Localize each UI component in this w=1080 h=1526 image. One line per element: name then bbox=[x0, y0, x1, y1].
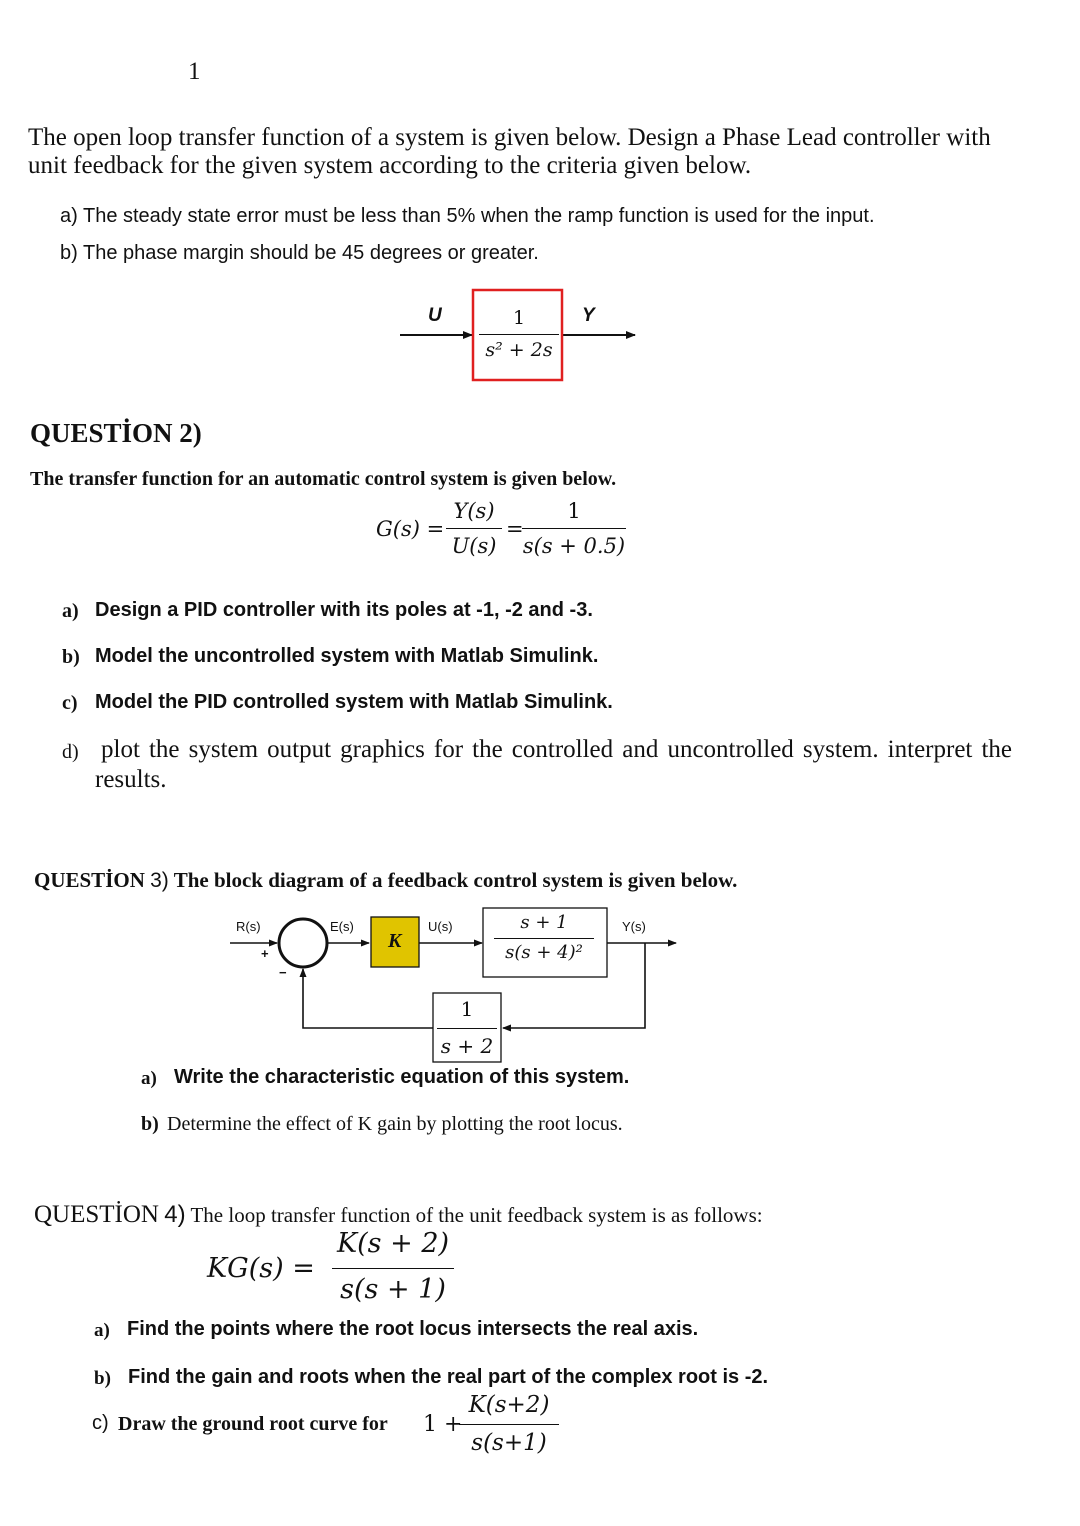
q4-item-c-num: K(s+2) bbox=[468, 1392, 550, 1418]
q1-plant-fraction bbox=[479, 306, 559, 362]
q1-intro-line1: The open loop transfer function of a system is given below. Design a Phase Lead controller with bbox=[28, 124, 991, 151]
q2-intro: The transfer function for an automatic control system is given below. bbox=[30, 468, 617, 490]
q1-intro-line2: unit feedback for the given system according to the criteria given below. bbox=[28, 152, 752, 179]
q3-item-b-text: Determine the effect of K gain by plotting the root locus. bbox=[167, 1113, 623, 1135]
q3-y-label: Y(s) bbox=[622, 919, 646, 934]
q3-item-a-text: Write the characteristic equation of this system. bbox=[174, 1066, 630, 1088]
q4-item-c-text: Draw the ground root curve for bbox=[118, 1413, 388, 1435]
q4-item-b-text: Find the gain and roots when the real part of the complex root is -2. bbox=[128, 1366, 769, 1388]
q4-heading-part2: The loop transfer function of the unit feedback system is as follows: bbox=[190, 1203, 763, 1227]
q3-feedback-denominator: s + 2 bbox=[440, 1034, 494, 1058]
q2-item-a-text: Design a PID controller with its poles at -1, -2 and -3. bbox=[95, 599, 593, 621]
q4-item-c-marker: c) bbox=[92, 1412, 109, 1434]
q2-eq-frac2-den: s(s + 0.5) bbox=[522, 534, 626, 558]
q1-plant-numerator: 1 bbox=[512, 307, 526, 329]
q1-input-label: U bbox=[428, 305, 442, 326]
q4-item-c-prefix: 1 + bbox=[423, 1412, 463, 1437]
q3-feedback-numerator: 1 bbox=[460, 997, 474, 1021]
q2-eq-frac2 bbox=[522, 498, 626, 559]
q1-output-label: Y bbox=[582, 305, 595, 326]
q3-plant-numerator: s + 1 bbox=[520, 912, 568, 933]
q4-heading-num: 4) bbox=[164, 1201, 186, 1228]
q2-eq-equals: = bbox=[506, 517, 524, 541]
q2-heading: QUESTİON 2) bbox=[30, 418, 202, 448]
q2-eq-frac1-den: U(s) bbox=[451, 534, 497, 558]
q2-item-c-text: Model the PID controlled system with Matlab Simulink. bbox=[95, 691, 613, 713]
q3-heading bbox=[34, 868, 737, 893]
q2-item-d-line1: plot the system output graphics for the controlled and uncontrolled system. interpret the bbox=[101, 736, 1012, 763]
q4-item-c-fraction bbox=[459, 1391, 559, 1457]
q3-feedback-fraction-bar bbox=[437, 1028, 497, 1029]
q4-item-a-text: Find the points where the root locus intersects the real axis. bbox=[127, 1318, 699, 1340]
q2-item-d-line2: results. bbox=[95, 766, 167, 793]
q2-item-c-marker: c) bbox=[62, 692, 78, 714]
q4-item-c-den: s(s+1) bbox=[471, 1430, 547, 1456]
q3-summing-junction bbox=[279, 919, 327, 967]
q1-item-b: b) The phase margin should be 45 degrees or greater. bbox=[60, 242, 539, 264]
q2-eq-frac1-num: Y(s) bbox=[453, 499, 495, 523]
q1-plant-denominator: s² + 2s bbox=[485, 339, 553, 361]
q3-plus-sign: + bbox=[261, 946, 269, 961]
q2-item-b-text: Model the uncontrolled system with Matlab Simulink. bbox=[95, 645, 599, 667]
q2-item-a-marker: a) bbox=[62, 600, 79, 622]
q4-item-c-bar bbox=[459, 1424, 559, 1425]
q3-item-b-marker: b) bbox=[141, 1113, 159, 1135]
q4-eq-num: K(s + 2) bbox=[336, 1228, 450, 1259]
q3-plant-fraction bbox=[494, 912, 594, 964]
page-number: 1 bbox=[188, 58, 201, 85]
q4-eq-frac bbox=[332, 1227, 454, 1307]
q3-heading-part1: QUESTİON bbox=[34, 868, 145, 892]
q3-u-label: U(s) bbox=[428, 919, 453, 934]
q3-heading-part2: The block diagram of a feedback control system is given below. bbox=[173, 868, 738, 892]
q3-item-a-marker: a) bbox=[141, 1068, 157, 1089]
q2-eq-lhs: G(s) = bbox=[376, 517, 445, 541]
q1-item-a: a) The steady state error must be less than 5% when the ramp function is used for the input. bbox=[60, 205, 875, 227]
q3-plant-denominator: s(s + 4)² bbox=[505, 942, 583, 963]
q3-k-label: K bbox=[388, 930, 402, 952]
q2-eq-frac2-bar bbox=[522, 528, 626, 529]
q1-plant-fraction-bar bbox=[479, 334, 559, 335]
q2-item-d-marker: d) bbox=[62, 741, 79, 763]
q3-plant-fraction-bar bbox=[494, 938, 594, 939]
q4-heading bbox=[34, 1201, 763, 1229]
q3-feedback-fraction bbox=[437, 997, 497, 1058]
q4-heading-part1: QUESTİON bbox=[34, 1201, 159, 1228]
q2-eq-frac2-num: 1 bbox=[567, 499, 581, 523]
q4-eq-lhs: KG(s) = bbox=[207, 1253, 315, 1284]
q2-eq-frac1 bbox=[446, 498, 502, 559]
q4-eq-den: s(s + 1) bbox=[340, 1274, 446, 1305]
q3-r-label: R(s) bbox=[236, 919, 261, 934]
q2-eq-frac1-bar bbox=[446, 528, 502, 529]
q3-e-label: E(s) bbox=[330, 919, 354, 934]
q3-heading-num: 3) bbox=[150, 869, 169, 892]
q3-minus-sign: − bbox=[279, 965, 287, 980]
q2-item-b-marker: b) bbox=[62, 646, 80, 668]
q4-eq-bar bbox=[332, 1268, 454, 1269]
q4-item-b-marker: b) bbox=[94, 1368, 111, 1389]
q4-item-a-marker: a) bbox=[94, 1320, 110, 1341]
